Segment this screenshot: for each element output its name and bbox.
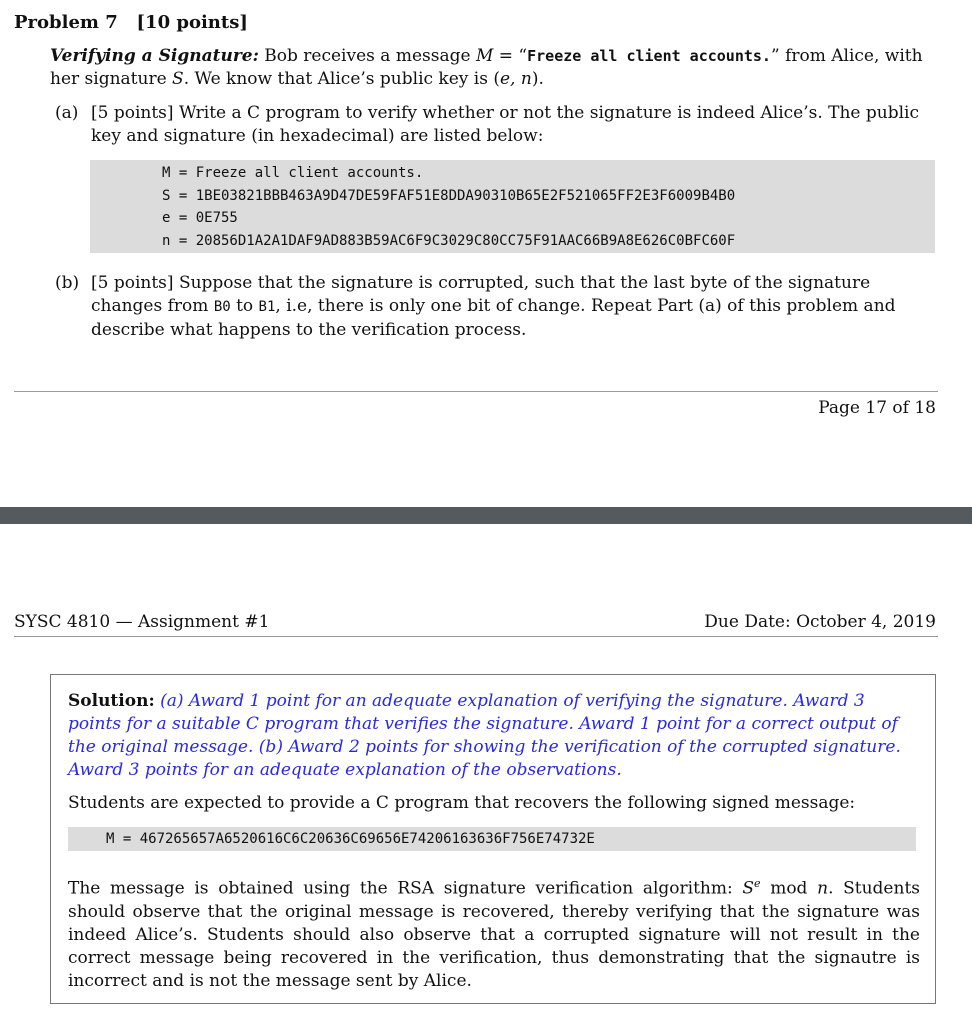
explanation-text: . Students should observe that the original message is recovered, thereby verifying that the signature was indeed Alice’s. Students should also observe that a corrupted signature will not result in the correct message being recovered in the verification, thus demonstrating that the signautre is incorrect and is not the message sent by Alice. — [68, 878, 920, 991]
explanation-text: The message is obtained using the RSA signature verification algorithm: — [68, 878, 743, 899]
explanation-mod: mod — [760, 878, 818, 899]
key-line-message: M = Freeze all client accounts. — [162, 165, 424, 181]
problem-intro — [50, 45, 938, 91]
part-a — [55, 102, 938, 148]
intro-heading: Verifying a Signature: — [50, 46, 259, 66]
part-a-label: (a) — [55, 103, 79, 123]
intro-var-m: M — [475, 46, 494, 66]
course-header: SYSC 4810 — Assignment #1 — [14, 612, 270, 632]
intro-message: Freeze all client accounts. — [527, 47, 771, 65]
explanation-var-n: n — [817, 878, 829, 899]
intro-key: e, n — [500, 69, 532, 89]
explanation-var-e: e — [754, 877, 761, 890]
students-instruction: Students are expected to provide a C program that recovers the following signed message: — [68, 793, 856, 813]
intro-equals: = “ — [493, 46, 528, 66]
part-b-text: to — [230, 296, 259, 316]
intro-text: Bob receives a message — [258, 46, 476, 66]
intro-var-s: S — [172, 69, 184, 89]
page-number: Page 17 of 18 — [818, 398, 936, 418]
key-line-exponent: e = 0E755 — [162, 210, 238, 226]
part-b-text: , i.e, there is only one bit of change. Repeat Part (a) of this problem and describe what happens to the verification process. — [91, 296, 896, 340]
part-b — [55, 272, 938, 342]
part-b-code-original: B0 — [213, 299, 231, 315]
key-listing — [90, 160, 935, 253]
solution-explanation — [68, 872, 920, 993]
page-footer-rule — [14, 391, 938, 392]
part-a-text: [5 points] Write a C program to verify whether or not the signature is indeed Alice’s. The public key and signature (in hexadecimal) are listed below: — [91, 103, 920, 146]
key-line-modulus: n = 20856D1A2A1DAF9AD883B59AC6F9C3029C80CC75F91AAC66B9A8E626C0BFC60F — [162, 232, 736, 249]
recovered-message: M = 467265657A6520616C6C20636C69656E74206163636F756E74732E — [68, 827, 916, 851]
page-header-rule — [14, 636, 938, 637]
due-date: Due Date: October 4, 2019 — [704, 612, 936, 632]
part-b-text: [5 points] Suppose that the signature is corrupted, such that the last byte of the signature changes from — [91, 273, 871, 316]
part-b-body — [91, 272, 934, 342]
page-separator-bar — [0, 507, 972, 524]
part-b-code-corrupted: B1 — [258, 299, 276, 315]
explanation-var-s: S — [742, 878, 755, 899]
intro-text: ). — [531, 69, 544, 89]
part-b-label: (b) — [55, 273, 80, 293]
key-line-signature: S = 1BE03821BBB463A9D47DE59FAF51E8DDA90310B65E2F521065FF2E3F6009B4B0 — [162, 187, 736, 204]
solution-rubric-text: (a) Award 1 point for an adequate explanation of verifying the signature. Award 3 points for a suitable C program that verifies the signature. Award 1 point for a correct output of the original message. (b) Award 2 points for showing the verification of the corrupted signature. Award 3 points for an adequate explanation of the observations. — [68, 691, 901, 780]
intro-text: . We know that Alice’s public key is ( — [183, 69, 500, 89]
intro-text: ” from Alice, with her signature — [50, 46, 923, 89]
solution-label: Solution: — [68, 691, 155, 711]
solution-rubric — [68, 690, 920, 782]
problem-title: Problem 7 [10 points] — [14, 12, 248, 33]
